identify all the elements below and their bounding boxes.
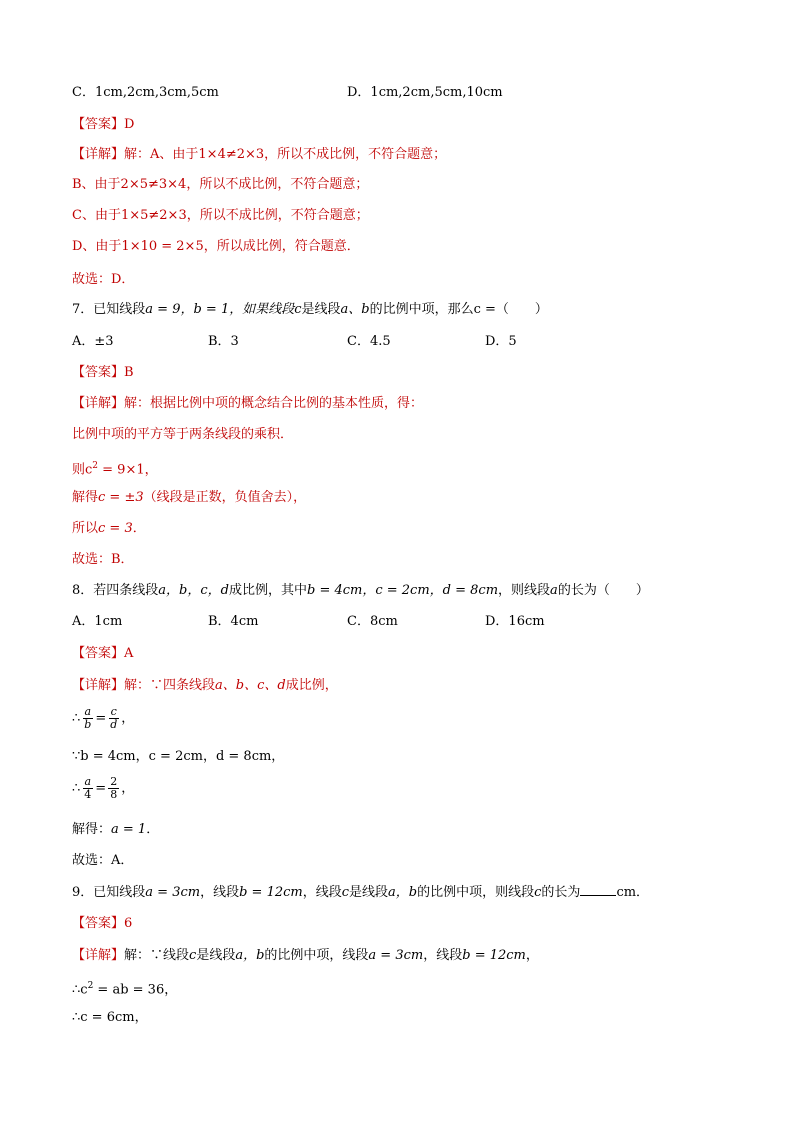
detail-tag: 【详解】 [72,395,125,410]
detail-line: 则$c^2 = 9\times 1$， [72,461,158,478]
answer-value: D [124,117,135,132]
detail-line: 解得：a = 1． [72,822,160,837]
detail-tag: 【详解】 [72,947,125,962]
fraction-line: ∴ $\frac{a}{4}$ = $\frac{2}{8}$ ， [72,775,135,801]
question-9-stem: 9．已知线段a = 3cm，线段b = 12cm，线段c是线段a，b的比例中项，则线段c的长为 cm． [72,885,650,900]
answer-value: B [124,365,134,380]
option-d: D．16cm [485,614,545,629]
detail-row: 【详解】解：根据比例中项的概念结合比例的基本性质，得： [72,395,424,411]
option-d: D．1cm,2cm,5cm,10cm [347,85,503,100]
detail-tag: 【详解】 [72,146,125,161]
answer-tag: 【答案】 [72,364,125,379]
detail-line: C、由于1×5≠2×3，所以不成比例，不符合题意； [72,208,369,223]
detail-line: 解得c = ±3（线段是正数，负值舍去）， [72,490,307,505]
choice-line: 故选：A． [72,853,134,868]
detail-tag: 【详解】 [72,677,125,692]
detail-row: 【详解】解：∵线段c是线段a，b的比例中项，线段a = 3cm，线段b = 12cm， [72,947,539,963]
detail-line: $\therefore c^2$ = ab = 36， [72,981,178,998]
detail-line: 所以c = 3． [72,521,146,536]
option-c: C．8cm [347,614,398,629]
fraction: $\frac{a}{b}$ [84,705,92,731]
option-c: C．4.5 [347,334,391,349]
option-d: D．5 [485,334,517,349]
answer-row [72,914,132,933]
answer-tag: 【答案】 [72,116,125,131]
detail-line: ∵b = 4cm，c = 2cm，d = 8cm， [72,749,285,764]
answer-tag: 【答案】 [72,645,125,660]
detail-row: 【详解】解：∵四条线段a、b、c、d成比例， [72,677,338,693]
detail-line: D、由于1×10 = 2×5，所以成比例，符合题意． [72,239,360,254]
detail-line: ∴c = 6cm， [72,1010,148,1025]
option-b: B．4cm [208,614,259,629]
choice-line: 故选：D． [72,272,135,287]
answer-row [72,644,133,663]
choice-line: 故选：B． [72,552,134,567]
answer-tag: 【答案】 [72,915,125,930]
detail-line: B、由于2×5≠3×4，所以不成比例，不符合题意； [72,177,369,192]
fraction: $\frac{c}{d}$ [110,705,118,731]
detail-line: 比例中项的平方等于两条线段的乘积． [72,427,294,442]
answer-blank [580,883,616,896]
answer-row [72,363,134,382]
fraction: $\frac{2}{8}$ [110,775,118,801]
option-a: A．1cm [72,614,123,629]
option-c: C．1cm,2cm,3cm,5cm [72,85,219,100]
fraction: $\frac{a}{4}$ [84,775,92,801]
answer-row [72,115,134,134]
option-b: B．3 [208,334,239,349]
detail-text: 解：A、由于1×4≠2×3，所以不成比例，不符合题意； [124,147,447,162]
option-a: A．±3 [72,334,114,349]
question-8-stem: 8．若四条线段a，b，c，d成比例，其中b = 4cm，c = 2cm，d = 8cm，则线段a的长为（ ） [72,583,649,598]
answer-value: A [124,646,134,661]
answer-value: 6 [124,916,133,931]
question-7-stem: 7．已知线段a = 9，b = 1，如果线段c是线段a、b的比例中项，那么c =（ ） [72,302,548,317]
fraction-line: ∴ $\frac{a}{b}$ = $\frac{c}{d}$ ， [72,705,135,731]
detail-row [72,145,446,164]
